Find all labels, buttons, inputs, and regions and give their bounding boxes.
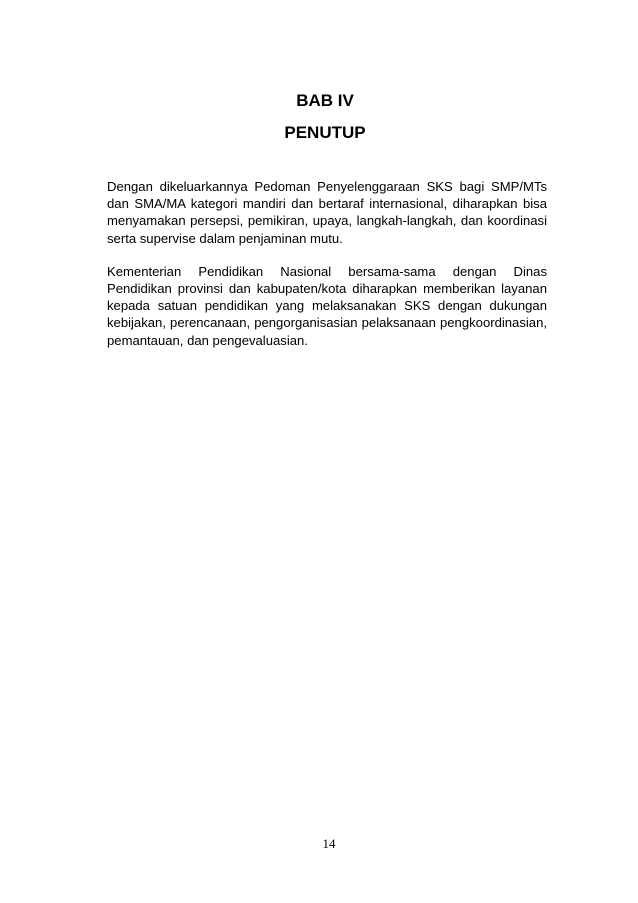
paragraph-intro: Dengan dikeluarkannya Pedoman Penyelenggaraan SKS bagi SMP/MTs dan SMA/MA kategori mandiri dan bertaraf internasional, diharapkan bisa menyamakan persepsi, pemikiran, upaya, langkah-langkah, dan koordinasi serta supervise dalam penjaminan mutu. [107,179,547,246]
paragraph-ministry: Kementerian Pendidikan Nasional bersama-sama dengan Dinas Pendidikan provinsi dan kabupaten/kota diharapkan memberikan layanan kepada satuan pendidikan yang melaksanakan SKS dengan dukungan kebijakan, perencanaan, pengorganisasian pelaksanaan pengkoordinasian, pemantauan, dan pengevaluasian. [107,263,547,348]
document-body [107,178,547,365]
page-number: 14 [322,836,336,851]
chapter-number: BAB IV [296,91,354,110]
chapter-title: PENUTUP [284,123,366,142]
